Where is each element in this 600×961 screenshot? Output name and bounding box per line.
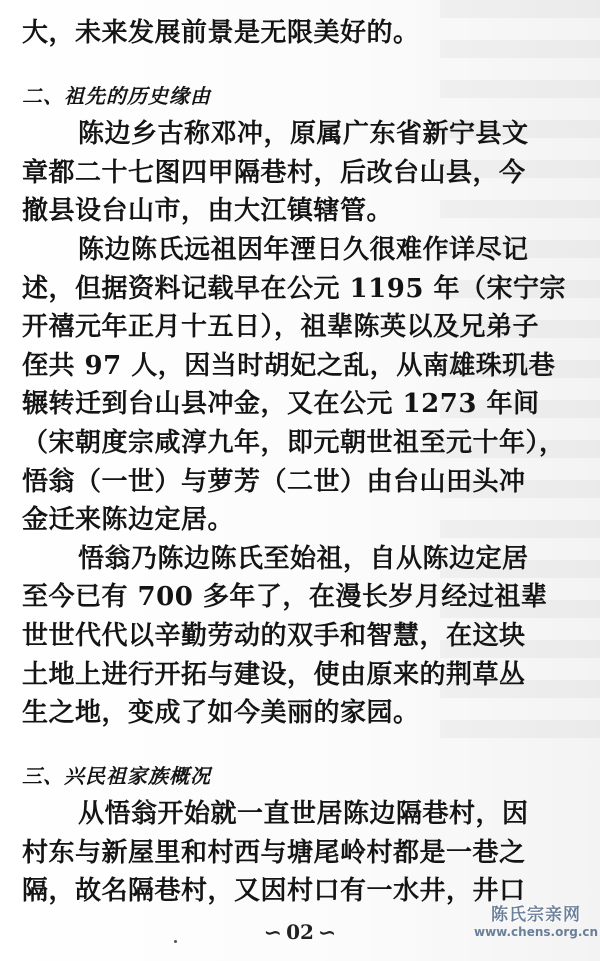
section-heading: 二、祖先的历史缘由	[22, 83, 211, 108]
watermark-title: 陈氏宗亲网	[491, 905, 581, 925]
text-line: 开禧元年正月十五日），祖辈陈英以及兄弟子	[22, 312, 540, 343]
ornament-left-icon: ∽	[263, 920, 283, 946]
text-line: 陈边乡古称邓冲，原属广东省新宁县文	[78, 119, 529, 150]
text-line: （宋朝度宗咸淳九年，即元朝世祖至元十年），	[22, 427, 566, 458]
spacer	[22, 733, 592, 757]
text-line: 悟翁（一世）与萝芳（二世）由台山田头冲	[22, 466, 526, 497]
text-line: 至今已有 700 多年了，在漫长岁月经过祖辈	[22, 582, 548, 613]
text-line: 世世代代以辛勤劳动的双手和智慧，在这块	[22, 620, 526, 651]
text-line: 从悟翁开始就一直世居陈边隔巷村，因	[78, 799, 529, 830]
text-line: 撤县设台山市，由大江镇辖管。	[22, 196, 394, 227]
text-line: 陈边陈氏远祖因年湮日久很难作详尽记	[78, 234, 529, 265]
watermark-url: www.chens.org.cn	[474, 925, 599, 939]
text-line: 悟翁乃陈边陈氏至始祖，自从陈边定居	[78, 543, 529, 574]
spacer	[22, 53, 592, 77]
text-line: 土地上进行开拓与建设，使由原来的荆草丛	[22, 659, 526, 690]
section-heading: 三、兴民祖家族概况	[22, 763, 211, 788]
body-text	[22, 14, 592, 911]
text-line: 述，但据资料记载早在公元 1195 年（宋宁宗	[22, 273, 566, 304]
watermark	[474, 900, 598, 939]
text-line: 隔，故名隔巷村，又因村口有一水井，井口	[22, 876, 526, 907]
text-line: 村东与新屋里和村西与塘尾岭村都是一巷之	[22, 837, 526, 868]
text-line: 章都二十七图四甲隔巷村，后改台山县，今	[22, 157, 526, 188]
text-line: 辗转迁到台山县冲金，又在公元 1273 年间	[22, 389, 540, 420]
text-line: 大，未来发展前景是无限美好的。	[22, 18, 420, 48]
ornament-right-icon: ∽	[317, 920, 337, 946]
text-line: 生之地，变成了如今美丽的家园。	[22, 698, 420, 729]
text-line: 侄共 97 人，因当时胡妃之乱，从南雄珠玑巷	[22, 350, 556, 381]
page-number: 02	[286, 920, 314, 944]
text-line: 金迁来陈边定居。	[22, 505, 235, 536]
